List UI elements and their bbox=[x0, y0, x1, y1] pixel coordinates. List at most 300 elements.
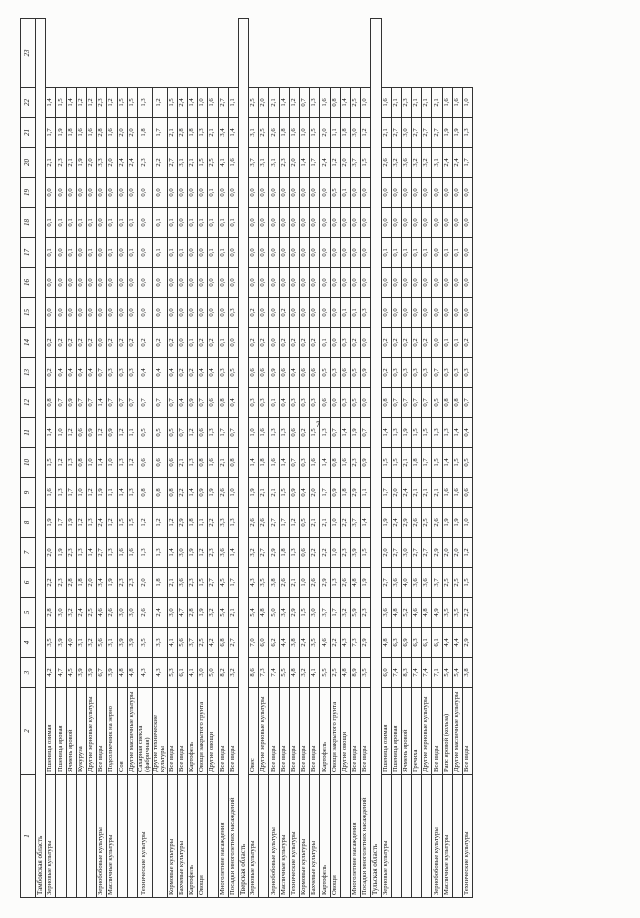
value-cell: 5,4 bbox=[218, 598, 228, 628]
value-cell: 1,2 bbox=[107, 88, 117, 118]
value-cell: 1,9 bbox=[198, 598, 208, 628]
value-cell: 0,4 bbox=[289, 358, 299, 388]
value-cell: 3,5 bbox=[46, 628, 56, 658]
value-cell: 0,2 bbox=[300, 418, 310, 448]
value-cell: 0,2 bbox=[391, 328, 401, 358]
value-cell: 1,7 bbox=[320, 478, 330, 508]
value-cell: 2,5 bbox=[249, 88, 259, 118]
table-row bbox=[279, 19, 289, 898]
value-cell: 0,9 bbox=[361, 358, 371, 388]
value-cell: 0,0 bbox=[320, 208, 330, 238]
value-cell: 0,6 bbox=[463, 478, 473, 508]
value-cell: 0,3 bbox=[412, 358, 422, 388]
value-cell: 2,9 bbox=[401, 508, 411, 538]
value-cell: 0,3 bbox=[218, 358, 228, 388]
value-cell: 2,4 bbox=[177, 88, 187, 118]
crop-type-cell: Ячмень яровой bbox=[66, 688, 76, 775]
value-cell: 1,6 bbox=[269, 448, 279, 478]
value-cell: 4,1 bbox=[310, 658, 320, 688]
value-cell: 1,4 bbox=[187, 88, 197, 118]
value-cell: 1,2 bbox=[56, 448, 66, 478]
value-cell: 0,2 bbox=[401, 328, 411, 358]
value-cell: 0,0 bbox=[117, 298, 127, 328]
value-cell: 0,2 bbox=[107, 328, 117, 358]
value-cell: 2,9 bbox=[432, 538, 442, 568]
value-cell: 0,6 bbox=[137, 448, 152, 478]
crop-type-cell: Пшеница яровая bbox=[391, 688, 401, 775]
value-cell: 0,4 bbox=[152, 358, 167, 388]
value-cell: 0,0 bbox=[350, 208, 360, 238]
value-cell: 1,8 bbox=[340, 118, 350, 148]
value-cell: 6,1 bbox=[422, 628, 432, 658]
value-cell: 1,6 bbox=[452, 478, 462, 508]
value-cell: 1,1 bbox=[127, 418, 137, 448]
value-cell: 0,2 bbox=[208, 328, 218, 358]
value-cell: 1,5 bbox=[167, 88, 177, 118]
table-row bbox=[127, 19, 137, 898]
value-cell: 0,0 bbox=[208, 268, 218, 298]
value-cell: 2,3 bbox=[187, 568, 197, 598]
value-cell: 0,0 bbox=[432, 328, 442, 358]
value-cell: 1,2 bbox=[289, 508, 299, 538]
value-cell: 1,4 bbox=[228, 118, 238, 148]
crop-group-cell bbox=[401, 775, 411, 898]
column-header: 19 bbox=[21, 178, 36, 208]
value-cell: 1,6 bbox=[289, 118, 299, 148]
value-cell: 0,0 bbox=[289, 238, 299, 268]
value-cell: 0,1 bbox=[340, 178, 350, 208]
value-cell: 0,1 bbox=[127, 238, 137, 268]
value-cell: 0,0 bbox=[463, 268, 473, 298]
value-cell: 2,7 bbox=[228, 628, 238, 658]
value-cell: 0,7 bbox=[463, 388, 473, 418]
value-cell: 1,3 bbox=[86, 508, 96, 538]
value-cell: 3,0 bbox=[56, 598, 66, 628]
value-cell: 1,9 bbox=[442, 508, 452, 538]
value-cell: 0,2 bbox=[350, 328, 360, 358]
value-cell: 0,0 bbox=[56, 298, 66, 328]
value-cell: 0,0 bbox=[422, 178, 432, 208]
value-cell: 2,4 bbox=[152, 598, 167, 628]
value-cell: 0,0 bbox=[76, 268, 86, 298]
table-row bbox=[269, 19, 279, 898]
value-cell: 3,7 bbox=[350, 148, 360, 178]
value-cell: 0,0 bbox=[76, 298, 86, 328]
value-cell: 2,9 bbox=[269, 538, 279, 568]
value-cell: 1,9 bbox=[249, 478, 259, 508]
value-cell: 1,2 bbox=[117, 418, 127, 448]
table-row bbox=[463, 19, 473, 898]
value-cell: 0,0 bbox=[463, 178, 473, 208]
value-cell: 1,2 bbox=[463, 538, 473, 568]
crop-type-cell: Другие зерновые культуры bbox=[259, 688, 269, 775]
value-cell: 2,0 bbox=[117, 118, 127, 148]
value-cell: 0,7 bbox=[412, 388, 422, 418]
value-cell: 2,0 bbox=[289, 148, 299, 178]
value-cell: 2,9 bbox=[361, 628, 371, 658]
value-cell: 0,9 bbox=[107, 418, 117, 448]
value-cell: 0,2 bbox=[289, 328, 299, 358]
value-cell: 0,0 bbox=[289, 298, 299, 328]
value-cell: 0,1 bbox=[442, 238, 452, 268]
value-cell: 2,6 bbox=[137, 598, 152, 628]
value-cell: 0,0 bbox=[167, 268, 177, 298]
crop-group-cell: Посадки многолетних насаждений bbox=[361, 775, 371, 898]
value-cell: 2,0 bbox=[340, 148, 350, 178]
value-cell: 0,5 bbox=[463, 448, 473, 478]
crop-group-cell: Масличные культуры bbox=[279, 775, 289, 898]
value-cell: 6,9 bbox=[401, 628, 411, 658]
value-cell: 0,8 bbox=[330, 88, 340, 118]
table-row bbox=[198, 19, 208, 898]
value-cell: 0,0 bbox=[76, 178, 86, 208]
value-cell: 0,6 bbox=[300, 358, 310, 388]
value-cell: 0,0 bbox=[300, 298, 310, 328]
value-cell: 4,4 bbox=[442, 628, 452, 658]
value-cell: 1,6 bbox=[381, 88, 391, 118]
table-row bbox=[412, 19, 422, 898]
value-cell: 0,0 bbox=[86, 268, 96, 298]
value-cell: 0,2 bbox=[167, 328, 177, 358]
value-cell: 0,2 bbox=[187, 358, 197, 388]
table-row bbox=[249, 19, 259, 898]
value-cell: 0,7 bbox=[56, 388, 66, 418]
value-cell: 0,0 bbox=[177, 298, 187, 328]
value-cell: 5,4 bbox=[249, 598, 259, 628]
column-header: 2 bbox=[21, 688, 36, 775]
value-cell: 3,1 bbox=[249, 118, 259, 148]
table-row bbox=[340, 19, 350, 898]
value-cell: 1,6 bbox=[442, 478, 452, 508]
crop-type-cell: Сахарная свекла (фабричная) bbox=[137, 688, 152, 775]
crop-type-cell: Пшеница озимая bbox=[381, 688, 391, 775]
value-cell: 1,9 bbox=[208, 478, 218, 508]
value-cell: 1,3 bbox=[391, 418, 401, 448]
value-cell: 2,6 bbox=[259, 508, 269, 538]
table-row bbox=[259, 19, 269, 898]
value-cell: 0,0 bbox=[320, 178, 330, 208]
value-cell: 0,0 bbox=[137, 298, 152, 328]
value-cell: 1,0 bbox=[56, 418, 66, 448]
value-cell: 0,0 bbox=[269, 208, 279, 238]
value-cell: 0,0 bbox=[107, 178, 117, 208]
value-cell: 0,5 bbox=[350, 388, 360, 418]
crop-type-cell: Все виды bbox=[463, 688, 473, 775]
value-cell: 0,2 bbox=[259, 328, 269, 358]
value-cell: 2,4 bbox=[391, 508, 401, 538]
value-cell: 1,5 bbox=[198, 568, 208, 598]
value-cell: 1,3 bbox=[442, 418, 452, 448]
value-cell: 1,9 bbox=[452, 508, 462, 538]
value-cell: 0,0 bbox=[269, 238, 279, 268]
value-cell: 7,3 bbox=[350, 628, 360, 658]
value-cell: 0,0 bbox=[269, 298, 279, 328]
value-cell: 0,1 bbox=[117, 208, 127, 238]
value-cell: 2,3 bbox=[97, 88, 107, 118]
value-cell: 1,4 bbox=[381, 418, 391, 448]
value-cell: 0,1 bbox=[442, 328, 452, 358]
value-cell: 0,0 bbox=[56, 268, 66, 298]
value-cell: 0,0 bbox=[117, 238, 127, 268]
value-cell: 2,1 bbox=[187, 148, 197, 178]
value-cell: 1,9 bbox=[401, 418, 411, 448]
value-cell: 0,7 bbox=[152, 388, 167, 418]
value-cell: 2,5 bbox=[259, 118, 269, 148]
value-cell: 1,3 bbox=[117, 448, 127, 478]
value-cell: 2,9 bbox=[289, 598, 299, 628]
value-cell: 2,9 bbox=[463, 628, 473, 658]
value-cell: 3,0 bbox=[401, 118, 411, 148]
value-cell: 0,0 bbox=[97, 268, 107, 298]
value-cell: 0,0 bbox=[330, 238, 340, 268]
value-cell: 0,0 bbox=[340, 268, 350, 298]
crop-type-cell: Овощи закрытого грунта bbox=[330, 688, 340, 775]
column-header: 23 bbox=[21, 19, 36, 88]
value-cell: 3,7 bbox=[249, 148, 259, 178]
value-cell: 1,9 bbox=[76, 148, 86, 178]
crop-group-cell bbox=[56, 775, 66, 898]
value-cell: 0,0 bbox=[259, 298, 269, 328]
table-row bbox=[300, 19, 310, 898]
value-cell: 2,1 bbox=[66, 148, 76, 178]
value-cell: 0,0 bbox=[137, 268, 152, 298]
value-cell: 0,3 bbox=[361, 298, 371, 328]
table-row bbox=[177, 19, 187, 898]
value-cell: 0,8 bbox=[218, 388, 228, 418]
value-cell: 0,2 bbox=[422, 328, 432, 358]
value-cell: 1,2 bbox=[330, 148, 340, 178]
value-cell: 2,3 bbox=[361, 598, 371, 628]
value-cell: 0,0 bbox=[249, 178, 259, 208]
value-cell: 1,0 bbox=[76, 478, 86, 508]
value-cell: 0,0 bbox=[259, 268, 269, 298]
value-cell: 1,4 bbox=[86, 538, 96, 568]
value-cell: 3,5 bbox=[442, 598, 452, 628]
value-cell: 2,7 bbox=[218, 88, 228, 118]
value-cell: 4,2 bbox=[46, 658, 56, 688]
crop-group-cell bbox=[452, 775, 462, 898]
value-cell: 2,4 bbox=[300, 628, 310, 658]
value-cell: 0,5 bbox=[228, 358, 238, 388]
column-header: 13 bbox=[21, 358, 36, 388]
value-cell: 2,7 bbox=[412, 118, 422, 148]
crop-group-cell: Технические культуры bbox=[463, 775, 473, 898]
value-cell: 2,1 bbox=[218, 448, 228, 478]
value-cell: 0,0 bbox=[152, 298, 167, 328]
value-cell: 1,2 bbox=[198, 538, 208, 568]
table-row bbox=[208, 19, 218, 898]
value-cell: 1,9 bbox=[56, 118, 66, 148]
crop-group-cell bbox=[127, 775, 137, 898]
value-cell: 2,2 bbox=[340, 508, 350, 538]
value-cell: 0,0 bbox=[412, 268, 422, 298]
column-header: 21 bbox=[21, 118, 36, 148]
value-cell: 0,0 bbox=[46, 298, 56, 328]
value-cell: 1,5 bbox=[452, 448, 462, 478]
value-cell: 3,0 bbox=[177, 538, 187, 568]
value-cell: 1,8 bbox=[340, 478, 350, 508]
value-cell: 0,0 bbox=[228, 238, 238, 268]
value-cell: 0,0 bbox=[289, 268, 299, 298]
value-cell: 6,0 bbox=[381, 658, 391, 688]
value-cell: 2,1 bbox=[381, 118, 391, 148]
value-cell: 1,8 bbox=[279, 538, 289, 568]
value-cell: 1,7 bbox=[330, 598, 340, 628]
value-cell: 2,5 bbox=[330, 658, 340, 688]
value-cell: 1,8 bbox=[66, 118, 76, 148]
value-cell: 0,0 bbox=[66, 298, 76, 328]
value-cell: 1,7 bbox=[279, 508, 289, 538]
value-cell: 0,1 bbox=[218, 208, 228, 238]
value-cell: 0,0 bbox=[300, 268, 310, 298]
crop-group-cell: Овощи bbox=[330, 775, 340, 898]
value-cell: 0,1 bbox=[177, 238, 187, 268]
value-cell: 1,9 bbox=[361, 568, 371, 598]
column-header: 4 bbox=[21, 628, 36, 658]
value-cell: 1,6 bbox=[259, 418, 269, 448]
value-cell: 2,3 bbox=[127, 568, 137, 598]
region-label: Тверская область bbox=[238, 19, 248, 898]
value-cell: 0,0 bbox=[218, 178, 228, 208]
rotated-table-container bbox=[20, 18, 620, 898]
value-cell: 3,0 bbox=[127, 598, 137, 628]
value-cell: 2,3 bbox=[208, 538, 218, 568]
value-cell: 1,6 bbox=[452, 88, 462, 118]
value-cell: 0,0 bbox=[320, 268, 330, 298]
value-cell: 3,0 bbox=[117, 598, 127, 628]
value-cell: 1,3 bbox=[137, 88, 152, 118]
value-cell: 0,0 bbox=[442, 178, 452, 208]
value-cell: 0,0 bbox=[391, 298, 401, 328]
value-cell: 1,3 bbox=[320, 418, 330, 448]
column-header: 15 bbox=[21, 298, 36, 328]
value-cell: 0,6 bbox=[76, 418, 86, 448]
value-cell: 0,8 bbox=[137, 478, 152, 508]
value-cell: 1,3 bbox=[152, 538, 167, 568]
value-cell: 4,8 bbox=[422, 598, 432, 628]
value-cell: 2,4 bbox=[442, 148, 452, 178]
value-cell: 0,5 bbox=[432, 388, 442, 418]
value-cell: 2,0 bbox=[127, 118, 137, 148]
value-cell: 2,7 bbox=[269, 508, 279, 538]
value-cell: 0,0 bbox=[97, 178, 107, 208]
value-cell: 0,1 bbox=[167, 208, 177, 238]
value-cell: 3,0 bbox=[350, 118, 360, 148]
value-cell: 0,2 bbox=[279, 298, 289, 328]
value-cell: 1,5 bbox=[381, 448, 391, 478]
value-cell: 1,7 bbox=[310, 148, 320, 178]
value-cell: 0,2 bbox=[279, 328, 289, 358]
value-cell: 1,8 bbox=[259, 448, 269, 478]
value-cell: 1,7 bbox=[422, 448, 432, 478]
value-cell: 0,0 bbox=[228, 328, 238, 358]
crop-group-cell: Технические культуры bbox=[137, 775, 152, 898]
value-cell: 1,1 bbox=[361, 478, 371, 508]
table-row bbox=[187, 19, 197, 898]
value-cell: 0,1 bbox=[401, 238, 411, 268]
value-cell: 0,0 bbox=[97, 238, 107, 268]
value-cell: 5,6 bbox=[97, 628, 107, 658]
value-cell: 3,0 bbox=[310, 598, 320, 628]
value-cell: 1,9 bbox=[107, 568, 117, 598]
table-row bbox=[56, 19, 66, 898]
value-cell: 1,6 bbox=[442, 88, 452, 118]
value-cell: 3,5 bbox=[361, 658, 371, 688]
value-cell: 3,7 bbox=[350, 508, 360, 538]
value-cell: 1,5 bbox=[56, 88, 66, 118]
value-cell: 3,9 bbox=[127, 628, 137, 658]
value-cell: 0,6 bbox=[198, 418, 208, 448]
value-cell: 0,7 bbox=[391, 388, 401, 418]
value-cell: 2,4 bbox=[401, 478, 411, 508]
value-cell: 0,4 bbox=[463, 418, 473, 448]
value-cell: 0,0 bbox=[320, 298, 330, 328]
value-cell: 2,4 bbox=[127, 148, 137, 178]
value-cell: 1,9 bbox=[442, 118, 452, 148]
value-cell: 0,6 bbox=[208, 388, 218, 418]
value-cell: 3,2 bbox=[340, 598, 350, 628]
value-cell: 0,0 bbox=[152, 178, 167, 208]
value-cell: 0,0 bbox=[340, 208, 350, 238]
value-cell: 2,6 bbox=[381, 148, 391, 178]
value-cell: 1,9 bbox=[452, 118, 462, 148]
table-row bbox=[361, 19, 371, 898]
value-cell: 1,4 bbox=[167, 538, 177, 568]
value-cell: 7,0 bbox=[249, 628, 259, 658]
value-cell: 0,0 bbox=[56, 238, 66, 268]
value-cell: 1,6 bbox=[310, 448, 320, 478]
value-cell: 0,1 bbox=[46, 208, 56, 238]
value-cell: 1,8 bbox=[76, 568, 86, 598]
value-cell: 0,4 bbox=[66, 358, 76, 388]
table-row bbox=[117, 19, 127, 898]
value-cell: 0,3 bbox=[330, 358, 340, 388]
value-cell: 0,0 bbox=[269, 178, 279, 208]
value-cell: 1,7 bbox=[56, 508, 66, 538]
value-cell: 0,7 bbox=[228, 418, 238, 448]
value-cell: 0,3 bbox=[463, 358, 473, 388]
value-cell: 4,7 bbox=[177, 598, 187, 628]
value-cell: 0,2 bbox=[310, 328, 320, 358]
value-cell: 1,0 bbox=[107, 448, 117, 478]
crop-group-cell: Зернобобовые культуры bbox=[269, 775, 279, 898]
value-cell: 1,9 bbox=[381, 508, 391, 538]
value-cell: 1,3 bbox=[279, 418, 289, 448]
value-cell: 0,0 bbox=[401, 298, 411, 328]
value-cell: 2,2 bbox=[330, 628, 340, 658]
value-cell: 2,0 bbox=[310, 478, 320, 508]
crop-type-cell: Гречиха bbox=[412, 688, 422, 775]
value-cell: 0,0 bbox=[177, 208, 187, 238]
crop-group-cell bbox=[391, 775, 401, 898]
crop-group-cell: Зернобобовые культуры bbox=[97, 775, 107, 898]
value-cell: 4,1 bbox=[187, 658, 197, 688]
value-cell: 2,3 bbox=[340, 538, 350, 568]
value-cell: 0,2 bbox=[381, 358, 391, 388]
value-cell: 2,1 bbox=[432, 88, 442, 118]
crop-type-cell: Другие технические культуры bbox=[152, 688, 167, 775]
value-cell: 0,1 bbox=[56, 208, 66, 238]
value-cell: 0,0 bbox=[361, 268, 371, 298]
value-cell: 2,6 bbox=[218, 478, 228, 508]
value-cell: 1,4 bbox=[452, 418, 462, 448]
value-cell: 0,0 bbox=[97, 328, 107, 358]
value-cell: 0,1 bbox=[412, 238, 422, 268]
value-cell: 0,0 bbox=[269, 268, 279, 298]
value-cell: 1,3 bbox=[137, 538, 152, 568]
column-header: 22 bbox=[21, 88, 36, 118]
value-cell: 0,0 bbox=[452, 268, 462, 298]
